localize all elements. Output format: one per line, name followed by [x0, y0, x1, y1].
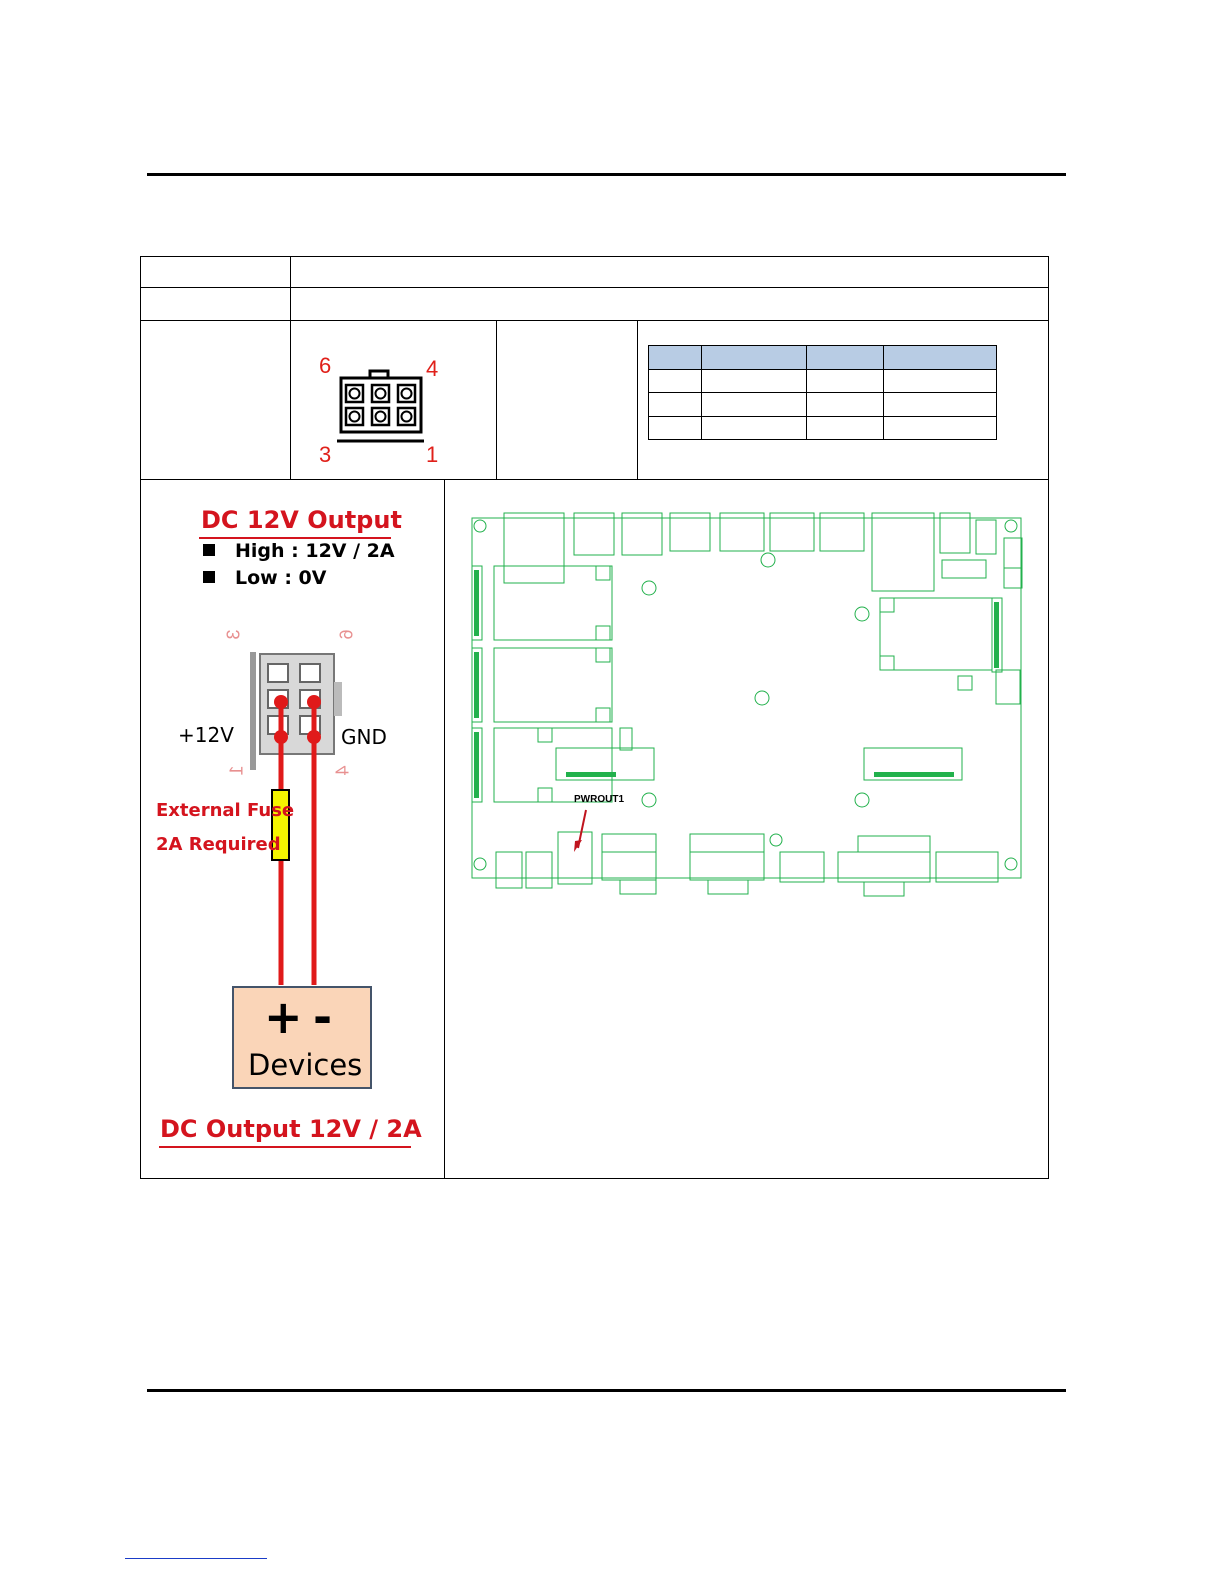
- table-row-divider: [140, 287, 1049, 288]
- dc-output-title: DC 12V Output: [201, 506, 402, 534]
- table-header-row: [649, 346, 997, 370]
- spec-low: Low : 0V: [235, 567, 327, 589]
- connector-pin-1-label: 1: [426, 442, 439, 467]
- device-minus-sign: -: [313, 990, 333, 1044]
- footer-rule: [147, 1389, 1066, 1392]
- dc-output-footer-title: DC Output 12V / 2A: [160, 1115, 422, 1143]
- connector-drawing: [300, 340, 450, 470]
- bullet-icon: [203, 571, 215, 583]
- footnote-link-underline[interactable]: [125, 1558, 267, 1559]
- fuse-note-line1: External Fuse: [156, 800, 295, 821]
- positive-label: +12V: [178, 723, 234, 747]
- mirrored-pin-3: 3: [223, 629, 244, 640]
- mirrored-pin-1: 1: [226, 765, 247, 776]
- spec-high: High : 12V / 2A: [235, 540, 395, 562]
- table-row: [649, 393, 997, 416]
- connector-icon: [300, 340, 450, 470]
- footer-title-underline: [159, 1146, 411, 1148]
- device-plus-sign: +: [264, 990, 303, 1044]
- header-rule: [147, 173, 1066, 176]
- pwrout1-callout: PWROUT1: [574, 794, 624, 805]
- table-row-divider: [140, 320, 1049, 321]
- connector-pin-4-label: 4: [426, 356, 439, 381]
- pin-assignment-table: [648, 345, 997, 440]
- bullet-icon: [203, 544, 215, 556]
- fuse-note-line2: 2A Required: [156, 834, 281, 855]
- connector-photo: [250, 652, 342, 770]
- table-row: [649, 370, 997, 393]
- table-col-divider: [496, 320, 497, 479]
- board-layout-drawing: [466, 510, 1026, 900]
- ground-label: GND: [341, 725, 387, 749]
- connector-pin-6-label: 6: [319, 353, 332, 378]
- table-row: [649, 416, 997, 439]
- title-underline: [199, 537, 391, 539]
- table-row-divider: [140, 479, 1049, 480]
- table-col-divider: [290, 256, 291, 479]
- devices-label: Devices: [248, 1048, 363, 1082]
- mirrored-pin-6: 6: [336, 629, 357, 640]
- connector-pin-3-label: 3: [319, 442, 332, 467]
- table-col-divider: [637, 320, 638, 479]
- mirrored-pin-4: 4: [332, 765, 353, 776]
